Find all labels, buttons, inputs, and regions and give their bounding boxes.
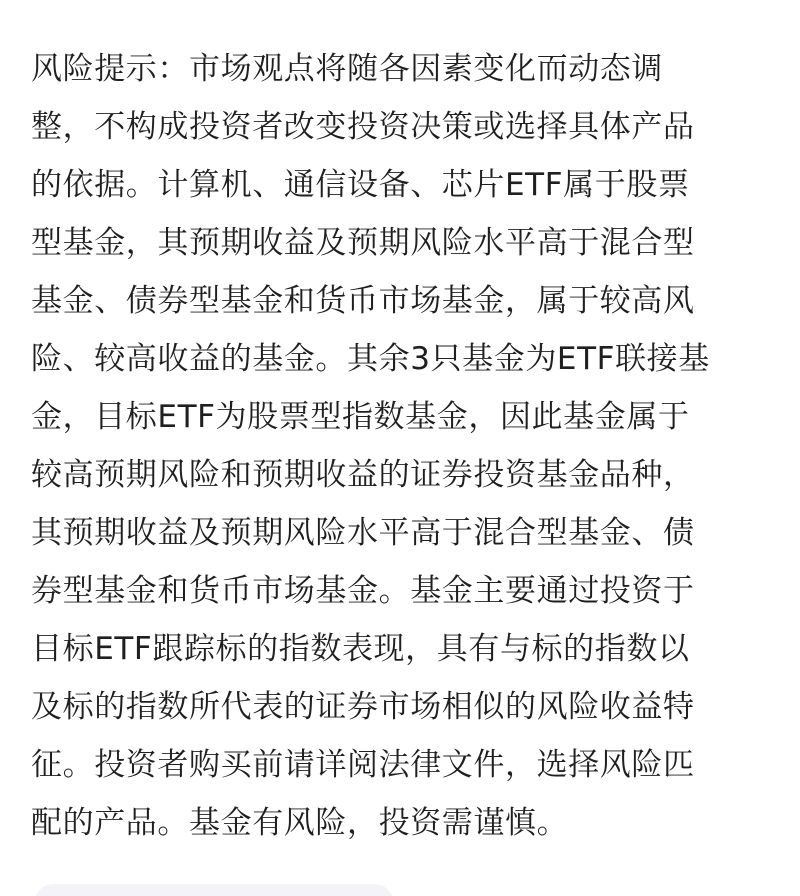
risk-disclaimer-text <box>31 40 771 852</box>
disclaimer-line: 基金、债券型基金和货币市场基金，属于较高风 <box>31 283 695 319</box>
disclaimer-line: 配的产品。基金有风险，投资需谨慎。 <box>31 805 569 841</box>
disclaimer-line: 券型基金和货币市场基金。基金主要通过投资于 <box>31 573 695 609</box>
disclaimer-line: 及标的指数所代表的证券市场相似的风险收益特 <box>31 689 695 725</box>
partial-card[interactable] <box>34 884 394 896</box>
disclaimer-line: 整，不构成投资者改变投资决策或选择具体产品 <box>31 109 695 145</box>
disclaimer-line: 险、较高收益的基金。其余3只基金为ETF联接基 <box>31 341 710 377</box>
disclaimer-line: 较高预期风险和预期收益的证券投资基金品种， <box>31 457 695 493</box>
disclaimer-line: 其预期收益及预期风险水平高于混合型基金、债 <box>31 515 695 551</box>
disclaimer-line: 型基金，其预期收益及预期风险水平高于混合型 <box>31 225 695 261</box>
disclaimer-line: 金，目标ETF为股票型指数基金，因此基金属于 <box>31 399 690 435</box>
disclaimer-line: 风险提示：市场观点将随各因素变化而动态调 <box>31 51 663 87</box>
disclaimer-line: 征。投资者购买前请详阅法律文件，选择风险匹 <box>31 747 695 783</box>
disclaimer-line: 的依据。计算机、通信设备、芯片ETF属于股票 <box>31 167 690 203</box>
disclaimer-line: 目标ETF跟踪标的指数表现，具有与标的指数以 <box>31 631 690 667</box>
